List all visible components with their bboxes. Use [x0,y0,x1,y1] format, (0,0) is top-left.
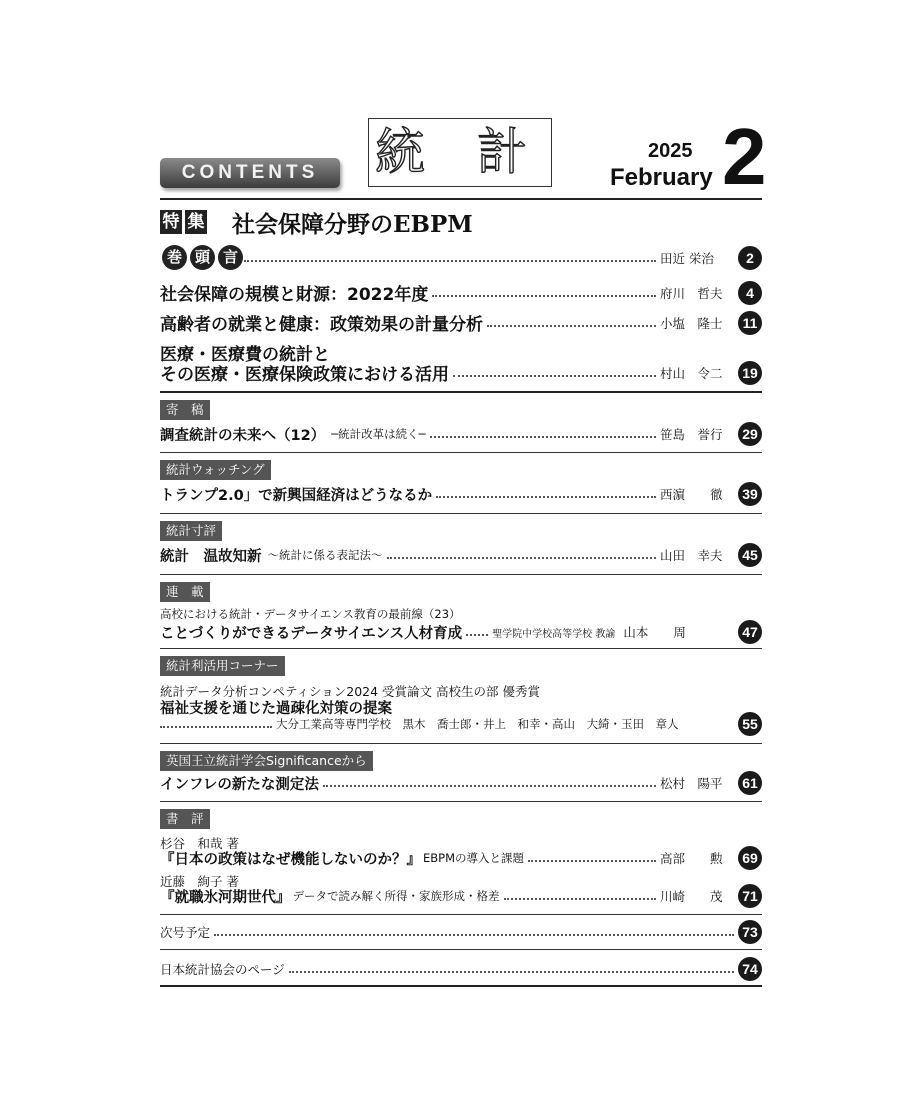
article-title: インフレの新たな測定法 [160,776,319,793]
page-number-badge: 2 [738,246,762,270]
author: 府川 哲夫 [660,285,723,301]
article-title: ことづくりができるデータサイエンス人材育成 [160,625,463,642]
author: 笹島 誉行 [660,427,723,442]
header-rule [160,198,762,200]
kantogen-char: 巻 [162,245,187,270]
section-label-sunpyo: 統計寸評 [160,521,222,541]
book-subtitle: データで読み解く所得・家族形成・格差 [292,889,500,903]
book-title: 『日本の政策はなぜ機能しないのか？』 [160,851,421,868]
entry-title: 次号予定 [160,925,211,940]
toc-entry[interactable] [160,482,762,506]
section-rule [160,391,762,393]
section-label-shohyo: 書 評 [160,809,210,829]
page-number-badge: 45 [738,543,762,567]
section-rule [160,452,762,453]
toc-entry[interactable] [160,360,762,385]
kantogen-char: 言 [218,245,243,270]
author: 小塩 隆士 [660,315,723,331]
page-number-badge: 47 [738,620,762,644]
toc-entry-kantogen[interactable] [244,246,762,270]
leader-dots [244,260,656,262]
article-title: 福祉支援を通じた過疎化対策の提案 [160,701,392,717]
section-rule [160,513,762,514]
kantogen-badge [162,245,243,270]
toc-entry[interactable] [160,712,762,736]
toc-entry[interactable] [160,846,762,870]
article-title: トランプ2.0」で新興国経済はどうなるか [160,487,433,504]
book-author: 杉谷 和哉 著 [160,836,239,851]
article-title-line1: 医療・医療費の統計と [160,345,330,365]
authors: 大分工業高等専門学校 黒木 喬士郎・井上 和幸・高山 大綺・玉田 章人 [276,717,679,731]
leader-dots [432,295,656,297]
leader-dots [160,726,272,728]
section-rule [160,574,762,575]
article-title: 社会保障の規模と財源：2022年度 [160,285,429,305]
author: 村山 令二 [660,365,723,381]
section-rule [160,743,762,744]
page-number-badge: 61 [738,771,762,795]
author: 山本 周 [623,625,686,640]
leader-dots [387,557,657,559]
page-number-badge: 19 [738,361,762,385]
feature-badge-char: 特 [160,210,182,234]
reviewer: 高部 勲 [660,851,723,866]
article-subtitle: ─統計改革は続く─ [331,427,426,441]
leader-dots [487,325,656,327]
leader-dots [436,496,656,498]
section-rule [160,648,762,649]
leader-dots [323,785,656,787]
toc-entry[interactable] [160,310,762,335]
article-title: 調査統計の未来へ（12） [160,427,326,444]
toc-entry[interactable] [160,543,762,567]
article-subtitle: ～統計に係る表記法～ [267,548,383,562]
page-number-badge: 11 [738,311,762,335]
issue-month: February [610,164,713,191]
leader-dots [528,860,656,862]
leader-dots [466,634,488,636]
author: 西濵 徹 [660,487,723,502]
article-title: その医療・医療保険政策における活用 [160,365,449,385]
contents-banner: CONTENTS [160,158,340,188]
section-label-kiko: 寄 稿 [160,400,210,420]
author: 松村 陽平 [660,776,723,791]
feature-badge [160,210,207,234]
page-number-badge: 29 [738,422,762,446]
footer-rule [160,985,762,987]
author: 山田 幸夫 [660,548,723,563]
page-number-badge: 69 [738,846,762,870]
section-label-corner: 統計利活用コーナー [160,656,285,676]
leader-dots [504,898,657,900]
issue-number: 2 [722,112,767,201]
entry-title: 日本統計協会のページ [160,962,285,977]
leader-dots [453,375,656,377]
issue-year: 2025 [648,140,693,162]
book-subtitle: EBPMの導入と課題 [423,851,525,865]
section-label-rensai: 連 載 [160,582,210,602]
section-label-watching: 統計ウォッチング [160,460,271,480]
article-title: 統計 温故知新 [160,548,262,565]
page-number-badge: 39 [738,482,762,506]
section-rule [160,801,762,802]
book-author: 近藤 絢子 著 [160,874,239,889]
toc-entry-association[interactable] [160,957,762,981]
page-number-badge: 73 [738,920,762,944]
toc-entry-next-issue[interactable] [160,920,762,944]
toc-entry[interactable] [160,771,762,795]
series-title: 高校における統計・データサイエンス教育の最前線（23） [160,607,461,621]
reviewer: 川崎 茂 [660,889,723,904]
feature-title: 社会保障分野のEBPM [232,211,473,238]
leader-dots [289,971,734,973]
author: 田近 栄治 [660,251,714,266]
affiliation: 聖学院中学校高等学校 教諭 [492,628,616,640]
leader-dots [430,436,656,438]
page-number-badge: 4 [738,281,762,305]
article-title: 高齢者の就業と健康：政策効果の計量分析 [160,315,483,335]
page-number-badge: 74 [738,957,762,981]
toc-entry[interactable] [160,280,762,305]
award-line: 統計データ分析コンペティション2024 受賞論文 高校生の部 優秀賞 [160,684,540,699]
toc-entry[interactable] [160,422,762,446]
toc-entry[interactable] [160,620,762,644]
magazine-title: 統 計 [368,118,552,187]
section-rule [160,949,762,950]
leader-dots [214,934,734,936]
page-number-badge: 71 [738,884,762,908]
section-rule [160,914,762,915]
book-title: 『就職氷河期世代』 [160,889,291,906]
section-label-significance: 英国王立統計学会Significanceから [160,751,373,771]
feature-badge-char: 集 [185,210,207,234]
page-number-badge: 55 [738,712,762,736]
toc-entry[interactable] [160,884,762,908]
kantogen-char: 頭 [190,245,215,270]
